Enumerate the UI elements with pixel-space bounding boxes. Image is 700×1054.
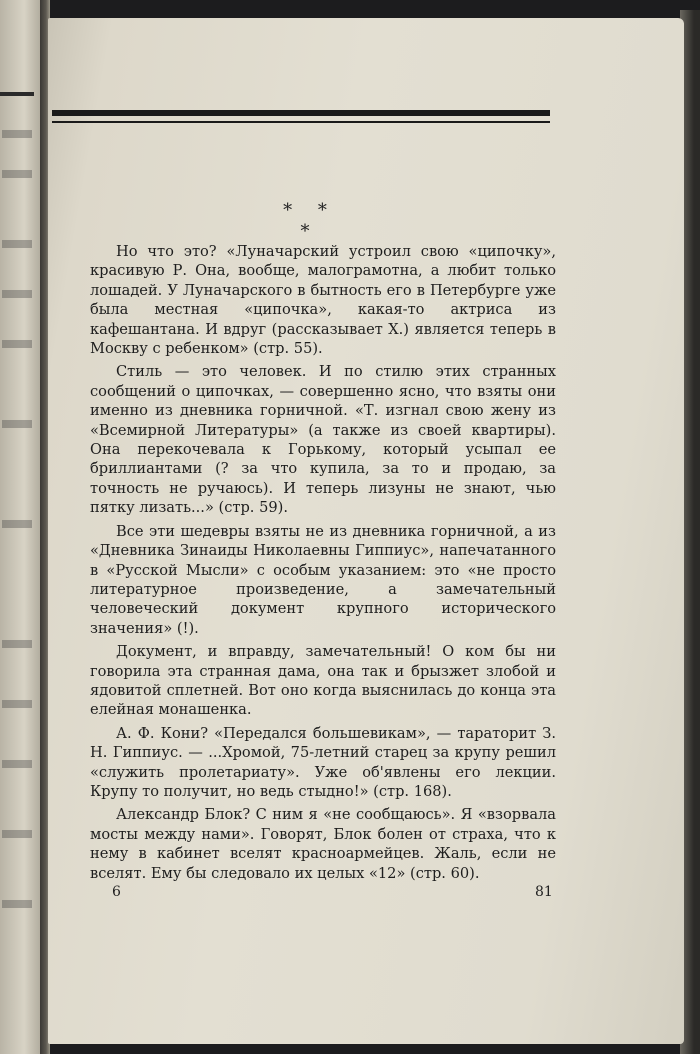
facing-page-text-fragment	[2, 760, 32, 768]
facing-page-text-fragment	[2, 340, 32, 348]
facing-page-text-fragment	[2, 700, 32, 708]
signature-mark: 6	[112, 884, 121, 900]
page-number: 81	[535, 884, 553, 900]
facing-page-text-fragment	[2, 420, 32, 428]
facing-page-text-fragment	[2, 130, 32, 138]
header-rule-thin	[52, 121, 550, 123]
paragraph: А. Ф. Кони? «Передался большевикам», — тараторит З. Н. Гиппиус. — ...Хромой, 75-летний старец за крупу решил «служить пролетариату». Уже об'явлены его лекции. Крупу то получит, но ведь стыдно!» (стр. 168).	[90, 724, 556, 800]
paragraph: Документ, и вправду, замечательный! О ком бы ни говорила эта странная дама, она так и брызжет злобой и ядовитой сплетней. Вот оно когда выяснилась до конца эта елейная монашенка.	[90, 643, 556, 719]
paragraph: Но что это? «Луначарский устроил свою «ципочку», красивую Р. Она, вообще, малограмотна, а любит только лошадей. У Луначарского в бытность его в Петербурге уже была местная «ципочка», какая-то актриса из кафешантана. И вдруг (рассказывает Х.) является теперь в Москву с ребенком» (стр. 55).	[90, 243, 556, 358]
paragraph: Стиль — это человек. И по стилю этих странных сообщений о ципочках, — совершенно ясно, что взяты они именно из дневника горничной. «Т. изгнал свою жену из «Всемирной Литературы» (а также из своей квартиры). Она перекочевала к Горькому, который усыпал ее бриллиантами (? за что купила, за то и продаю, за точность не ручаюсь). И теперь лизуны не знают, чью пятку лизать...» (стр. 59).	[90, 363, 556, 517]
facing-page-text-fragment	[2, 640, 32, 648]
section-asterisks: * * *	[283, 200, 337, 242]
facing-page-text-fragment	[2, 240, 32, 248]
paragraph: Все эти шедевры взяты не из дневника горничной, а из «Дневника Зинаиды Николаевны Гиппиус», напечатанного в «Русской Мысли» с особым указанием: это «не просто литературное произведение, а замечательный человеческий документ крупного исторического значения» (!).	[90, 522, 556, 637]
facing-page-text-fragment	[2, 830, 32, 838]
facing-page-text-fragment	[2, 520, 32, 528]
paragraph: Александр Блок? С ним я «не сообщаюсь». Я «взорвала мосты между нами». Говорят, Блок болен от страха, что к нему в кабинет вселят красноармейцев. Жаль, если не вселят. Ему бы следовало их целых «12» (стр. 60).	[90, 806, 556, 882]
facing-page-text-fragment	[2, 170, 32, 178]
header-rule-thick	[52, 110, 550, 116]
body-text	[90, 242, 556, 887]
facing-page-text-fragment	[2, 290, 32, 298]
facing-page-edge	[0, 0, 44, 1054]
facing-page-rule	[0, 92, 34, 96]
facing-page-text-fragment	[2, 900, 32, 908]
